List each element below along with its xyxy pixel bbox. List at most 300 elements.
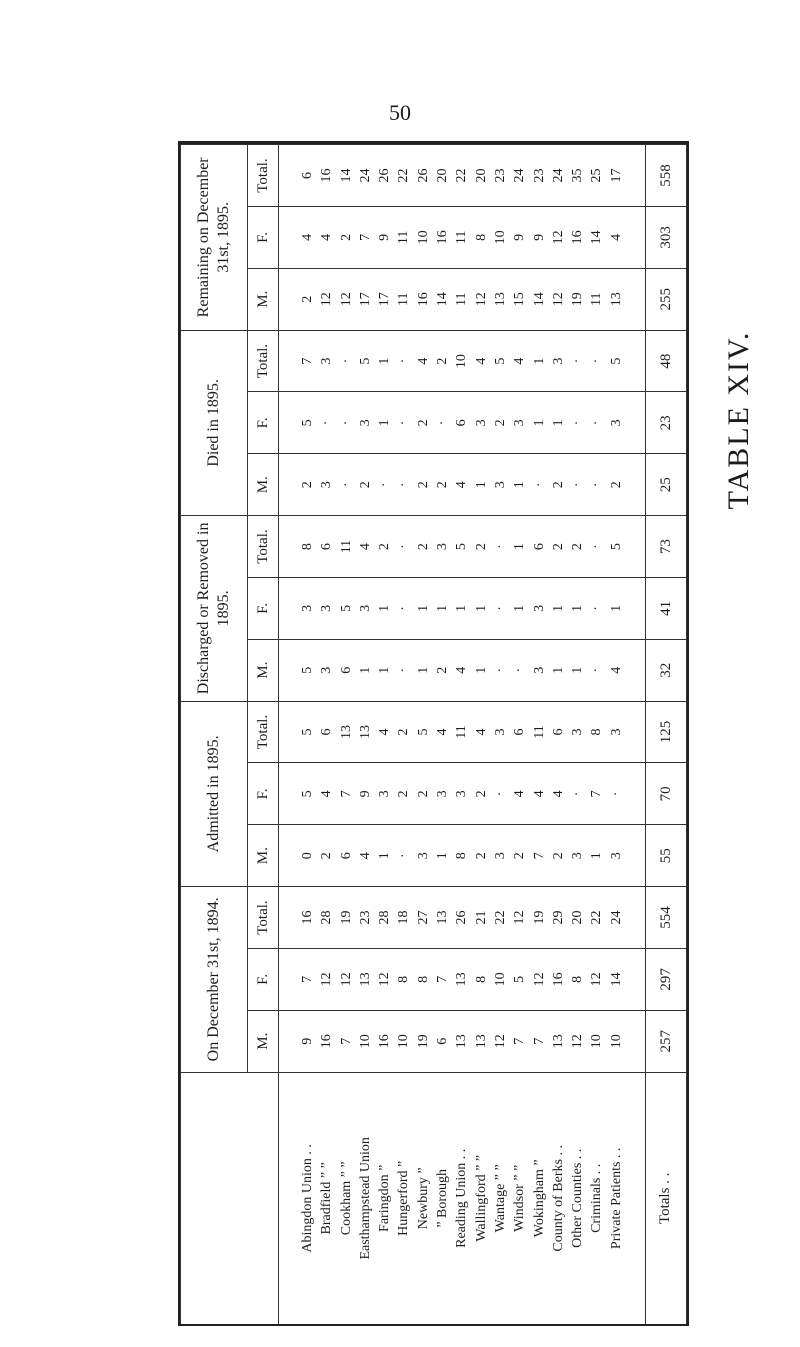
table-cell: 23 (492, 168, 508, 183)
union-name: Easthampstead Union (357, 1137, 373, 1260)
table-cell: 19 (570, 292, 586, 307)
table-cell: · (589, 420, 605, 426)
table-cell: 11 (454, 292, 470, 306)
total-cell: 303 (646, 207, 687, 269)
table-cell: 8 (570, 975, 586, 983)
table-cell: 1 (473, 604, 489, 612)
table-cell: 1 (473, 666, 489, 674)
subhead-male: M. (248, 825, 279, 887)
table-cell: 13 (454, 972, 470, 987)
table-cell: 5 (454, 543, 470, 551)
value-column (279, 330, 646, 392)
table-cell: 5 (299, 666, 315, 674)
table-cell: · (396, 606, 412, 611)
table-cell: 22 (492, 910, 508, 925)
group-header-row (181, 145, 248, 1325)
table-cell: 4 (608, 233, 624, 241)
union-name: Private Patients . . (608, 1147, 624, 1250)
table-cell: 8 (454, 852, 470, 860)
table-cell: 1 (454, 604, 470, 612)
table-cell: 12 (492, 1034, 508, 1049)
table-cell: 20 (435, 168, 451, 183)
table-cell: 4 (531, 790, 547, 798)
table-cell: 16 (299, 910, 315, 925)
table-cell: 5 (299, 728, 315, 736)
value-column (279, 454, 646, 516)
table-cell: 19 (338, 910, 354, 925)
table-cell: 2 (473, 543, 489, 551)
table-cell: 10 (415, 230, 431, 245)
table-cell: 17 (377, 292, 393, 307)
table-cell: 27 (415, 910, 431, 925)
table-cell: 16 (550, 972, 566, 987)
table-cell: 6 (319, 728, 335, 736)
table-cell: 3 (473, 419, 489, 427)
table-cell: 24 (512, 168, 528, 183)
table-cell: 13 (550, 1034, 566, 1049)
table-cell: 7 (338, 790, 354, 798)
union-name: ” Borough (435, 1168, 451, 1228)
value-column (279, 268, 646, 330)
total-cell: 257 (646, 1010, 687, 1072)
table-cell: 5 (299, 790, 315, 798)
table-cell: 4 (319, 790, 335, 798)
table-cell: 5 (415, 728, 431, 736)
table-cell: 1 (608, 604, 624, 612)
table-cell: 13 (492, 292, 508, 307)
subhead-total: Total. (248, 516, 279, 578)
table-cell: 5 (357, 357, 373, 365)
table-cell: 16 (319, 168, 335, 183)
group-header: Admitted in 1895. (181, 701, 248, 886)
value-column (279, 948, 646, 1010)
table-cell: 10 (396, 1034, 412, 1049)
table-cell: 16 (415, 292, 431, 307)
table-cell: 2 (550, 543, 566, 551)
table-cell: 6 (550, 728, 566, 736)
union-name: Reading Union . . (454, 1148, 470, 1248)
value-column (279, 887, 646, 949)
table-cell: 3 (570, 728, 586, 736)
value-column (279, 639, 646, 701)
table-cell: · (377, 482, 393, 488)
table-cell: 1 (415, 666, 431, 674)
value-column (279, 516, 646, 578)
union-name: Windsor ” ” (512, 1164, 528, 1232)
table-cell: 26 (377, 168, 393, 183)
table-cell: 13 (435, 910, 451, 925)
table-cell: 8 (396, 975, 412, 983)
table-cell: 12 (550, 230, 566, 245)
table-cell: 2 (473, 790, 489, 798)
table-cell: 2 (415, 790, 431, 798)
table-cell: · (396, 544, 412, 549)
subhead-male: M. (248, 639, 279, 701)
total-cell: 255 (646, 268, 687, 330)
table-cell: 14 (338, 168, 354, 183)
table-cell: 7 (435, 975, 451, 983)
table-cell: 3 (454, 790, 470, 798)
table-cell: 1 (589, 852, 605, 860)
value-column (279, 392, 646, 454)
table-cell: 2 (357, 481, 373, 489)
subhead-female: F. (248, 577, 279, 639)
table-cell: · (589, 482, 605, 488)
table-cell: 0 (299, 852, 315, 860)
subhead-female: F. (248, 207, 279, 269)
table-cell: 3 (357, 604, 373, 612)
subhead-total: Total. (248, 887, 279, 949)
table-cell: 12 (550, 292, 566, 307)
value-column (279, 701, 646, 763)
table-cell: 1 (473, 481, 489, 489)
table-cell: 3 (357, 419, 373, 427)
table-cell: 3 (608, 728, 624, 736)
table-cell: 4 (473, 357, 489, 365)
table-cell: 6 (531, 543, 547, 551)
value-column (279, 763, 646, 825)
table-cell: 17 (608, 168, 624, 183)
table-cell: · (512, 667, 528, 673)
table-cell: 2 (435, 357, 451, 365)
table-cell: 10 (608, 1034, 624, 1049)
table-cell: 4 (550, 790, 566, 798)
table-cell: 12 (319, 972, 335, 987)
table-cell: 1 (550, 666, 566, 674)
table-cell: 10 (492, 972, 508, 987)
table-cell: 12 (570, 1034, 586, 1049)
table-cell: 1 (435, 852, 451, 860)
table-cell: 12 (319, 292, 335, 307)
table-cell: 18 (396, 910, 412, 925)
table-cell: · (589, 544, 605, 549)
table-cell: 20 (473, 168, 489, 183)
table-cell: · (570, 482, 586, 488)
table-cell: 3 (377, 790, 393, 798)
table-cell: 23 (531, 168, 547, 183)
table-cell: 9 (377, 233, 393, 241)
table-cell: 7 (531, 852, 547, 860)
table-cell: 12 (589, 972, 605, 987)
table-cell: 6 (319, 543, 335, 551)
table-cell: 2 (396, 790, 412, 798)
table-cell: 7 (299, 357, 315, 365)
union-column-header (181, 1072, 279, 1324)
table-cell: 3 (319, 666, 335, 674)
table-cell: 26 (415, 168, 431, 183)
table-cell: 11 (589, 292, 605, 306)
value-column (279, 145, 646, 207)
table-cell: 2 (570, 543, 586, 551)
table-cell: 4 (454, 666, 470, 674)
table-cell: 6 (435, 1037, 451, 1045)
table-cell: 4 (608, 666, 624, 674)
table-cell: 4 (435, 728, 451, 736)
total-cell: 554 (646, 887, 687, 949)
table-cell: 22 (454, 168, 470, 183)
union-name: Abingdon Union . . (299, 1144, 315, 1253)
table-cell: 21 (473, 910, 489, 925)
table-cell: 10 (589, 1034, 605, 1049)
subhead-male: M. (248, 268, 279, 330)
table-cell: 3 (512, 419, 528, 427)
table-cell: 7 (357, 233, 373, 241)
table-cell: 3 (608, 419, 624, 427)
union-name: Hungerford ” (396, 1160, 412, 1236)
table-cell: 2 (435, 481, 451, 489)
table-cell: 2 (550, 481, 566, 489)
table-cell: 26 (454, 910, 470, 925)
table-cell: 22 (396, 168, 412, 183)
table-cell: 8 (473, 975, 489, 983)
table-cell: · (531, 482, 547, 488)
union-name: Other Counties . . (570, 1148, 586, 1248)
table-cell: · (492, 606, 508, 611)
table-cell: 1 (550, 419, 566, 427)
table-cell: 1 (512, 543, 528, 551)
table-cell: 1 (377, 666, 393, 674)
table-cell: 3 (415, 852, 431, 860)
value-column (279, 825, 646, 887)
page-number: 50 (389, 100, 411, 125)
table-cell: 2 (299, 481, 315, 489)
union-name: Wokingham ” (531, 1159, 547, 1238)
rotated-table-wrapper (180, 144, 687, 1325)
table-cell: 14 (608, 972, 624, 987)
table-cell: 1 (550, 604, 566, 612)
totals-row (646, 145, 687, 1325)
table-cell: · (396, 482, 412, 488)
table-cell: 8 (415, 975, 431, 983)
table-cell: 16 (319, 1034, 335, 1049)
table-cell: 11 (454, 725, 470, 739)
table-cell: 12 (512, 910, 528, 925)
table-cell: · (492, 667, 508, 673)
table-cell: · (435, 420, 451, 426)
subhead-female: F. (248, 948, 279, 1010)
table-cell: · (338, 420, 354, 426)
group-header: Discharged or Removed in 1895. (181, 516, 248, 701)
total-cell: 32 (646, 639, 687, 701)
value-column (279, 207, 646, 269)
table-cell: 1 (357, 666, 373, 674)
subhead-total: Total. (248, 145, 279, 207)
total-cell: 70 (646, 763, 687, 825)
table-cell: 3 (319, 357, 335, 365)
table-cell: 1 (377, 852, 393, 860)
union-name: Criminals . . (589, 1163, 605, 1233)
table-cell: 4 (415, 357, 431, 365)
table-cell: 3 (492, 728, 508, 736)
table-cell: 6 (338, 666, 354, 674)
table-cell: 5 (299, 419, 315, 427)
total-cell: 73 (646, 516, 687, 578)
subhead-male: M. (248, 1010, 279, 1072)
table-cell: 3 (492, 852, 508, 860)
table-cell: 3 (435, 543, 451, 551)
table-cell: 3 (319, 604, 335, 612)
table-cell: 8 (589, 728, 605, 736)
table-cell: 11 (396, 292, 412, 306)
value-column (279, 577, 646, 639)
table-cell: 4 (357, 852, 373, 860)
table-cell: 12 (531, 972, 547, 987)
table-cell: 6 (299, 172, 315, 179)
table-cell: 3 (531, 604, 547, 612)
table-cell: 11 (396, 230, 412, 245)
table-cell: 13 (357, 972, 373, 987)
table-cell: 24 (608, 910, 624, 925)
subhead-total: Total. (248, 330, 279, 392)
total-cell: 125 (646, 701, 687, 763)
table-cell: 1 (512, 604, 528, 612)
table-cell: 1 (531, 357, 547, 365)
table-cell: 3 (570, 852, 586, 860)
table-cell: 7 (531, 1037, 547, 1045)
table-cell: 1 (415, 604, 431, 612)
table-cell: 2 (608, 481, 624, 489)
subhead-male: M. (248, 454, 279, 516)
table-cell: 1 (570, 666, 586, 674)
table-cell: 5 (492, 357, 508, 365)
table-cell: 20 (570, 910, 586, 925)
table-cell: 24 (550, 168, 566, 183)
table-cell: 7 (589, 790, 605, 798)
union-name: Bradfield ” ” (319, 1162, 335, 1235)
group-header: Died in 1895. (181, 330, 248, 515)
table-cell: 1 (377, 419, 393, 427)
table-cell: 3 (492, 481, 508, 489)
table-cell: 1 (531, 419, 547, 427)
table-cell: · (492, 791, 508, 797)
subhead-female: F. (248, 763, 279, 825)
union-name: Wantage ” ” (492, 1164, 508, 1233)
union-names-cell (279, 1072, 646, 1324)
table-cell: · (338, 358, 354, 364)
table-cell: 2 (415, 481, 431, 489)
table-frame (178, 141, 689, 1326)
table-cell: 2 (512, 852, 528, 860)
table-cell: 19 (415, 1034, 431, 1049)
union-name: Wallingford ” ” (473, 1154, 489, 1242)
table-cell: · (319, 420, 335, 426)
table-cell: 2 (492, 419, 508, 427)
table-cell: 11 (531, 725, 547, 739)
table-cell: 2 (377, 543, 393, 551)
table-cell: 10 (454, 354, 470, 369)
table-cell: · (492, 544, 508, 549)
table-cell: 13 (608, 292, 624, 307)
subhead-female: F. (248, 392, 279, 454)
table-cell: 15 (512, 292, 528, 307)
total-cell: 297 (646, 948, 687, 1010)
table-cell: 17 (357, 292, 373, 307)
table-cell: 3 (435, 790, 451, 798)
table-cell: 4 (512, 790, 528, 798)
table-cell: 2 (338, 233, 354, 241)
table-cell: 23 (357, 910, 373, 925)
table-cell: 14 (531, 292, 547, 307)
table-cell: 2 (435, 666, 451, 674)
table-cell: 12 (338, 292, 354, 307)
table-cell: 2 (396, 728, 412, 736)
table-cell: 9 (357, 790, 373, 798)
total-cell: 41 (646, 577, 687, 639)
table-cell: 11 (338, 539, 354, 554)
table-cell: 28 (319, 910, 335, 925)
table-cell: 9 (512, 233, 528, 241)
table-cell: 12 (473, 292, 489, 307)
table-cell: 13 (357, 725, 373, 740)
table-cell: 1 (377, 357, 393, 365)
table-cell: 2 (319, 852, 335, 860)
table-cell: 4 (377, 728, 393, 736)
table-cell: 5 (608, 543, 624, 551)
table-cell: 5 (512, 975, 528, 983)
table-cell: 2 (473, 852, 489, 860)
subhead-total: Total. (248, 701, 279, 763)
table-cell: · (396, 667, 412, 673)
table-cell: 5 (608, 357, 624, 365)
table-cell: 11 (454, 230, 470, 245)
table-cell: 1 (435, 604, 451, 612)
table-cell: 14 (435, 292, 451, 307)
table-cell: · (570, 791, 586, 797)
table-cell: 3 (299, 604, 315, 612)
table-caption: TABLE XIV. (722, 330, 755, 510)
table-cell: · (589, 606, 605, 611)
table-cell: 6 (338, 852, 354, 860)
table-cell: 12 (377, 972, 393, 987)
table-cell: 2 (415, 543, 431, 551)
table-cell: 16 (377, 1034, 393, 1049)
table-cell: 19 (531, 910, 547, 925)
table-cell: 4 (357, 543, 373, 551)
table-cell: 2 (550, 852, 566, 860)
table-cell: 4 (473, 728, 489, 736)
group-header: Remaining on December 31st, 1895. (181, 145, 248, 331)
table-cell: 3 (550, 357, 566, 365)
table-cell: 13 (338, 725, 354, 740)
asylum-patient-table (180, 144, 687, 1325)
totals-label: Totals . . (646, 1072, 687, 1324)
table-cell: 4 (454, 481, 470, 489)
table-cell: 16 (435, 230, 451, 245)
table-cell: · (396, 358, 412, 364)
table-cell: 6 (454, 419, 470, 427)
table-cell: · (396, 853, 412, 859)
table-cell: 13 (454, 1034, 470, 1049)
union-name: Cookham ” ” (338, 1161, 354, 1236)
total-cell: 23 (646, 392, 687, 454)
table-cell: 13 (473, 1034, 489, 1049)
table-cell: 1 (512, 481, 528, 489)
total-cell: 48 (646, 330, 687, 392)
union-name: Faringdon ” (377, 1164, 393, 1232)
table-cell: 4 (299, 233, 315, 241)
value-column (279, 1010, 646, 1072)
table-cell: 3 (319, 481, 335, 489)
table-cell: 4 (319, 233, 335, 241)
table-cell: 8 (473, 233, 489, 241)
table-cell: · (608, 791, 624, 797)
group-header: On December 31st, 1894. (181, 887, 248, 1073)
table-cell: 7 (512, 1037, 528, 1045)
table-cell: 8 (299, 543, 315, 551)
total-cell: 55 (646, 825, 687, 887)
table-cell: 9 (299, 1037, 315, 1045)
table-cell: 3 (608, 852, 624, 860)
